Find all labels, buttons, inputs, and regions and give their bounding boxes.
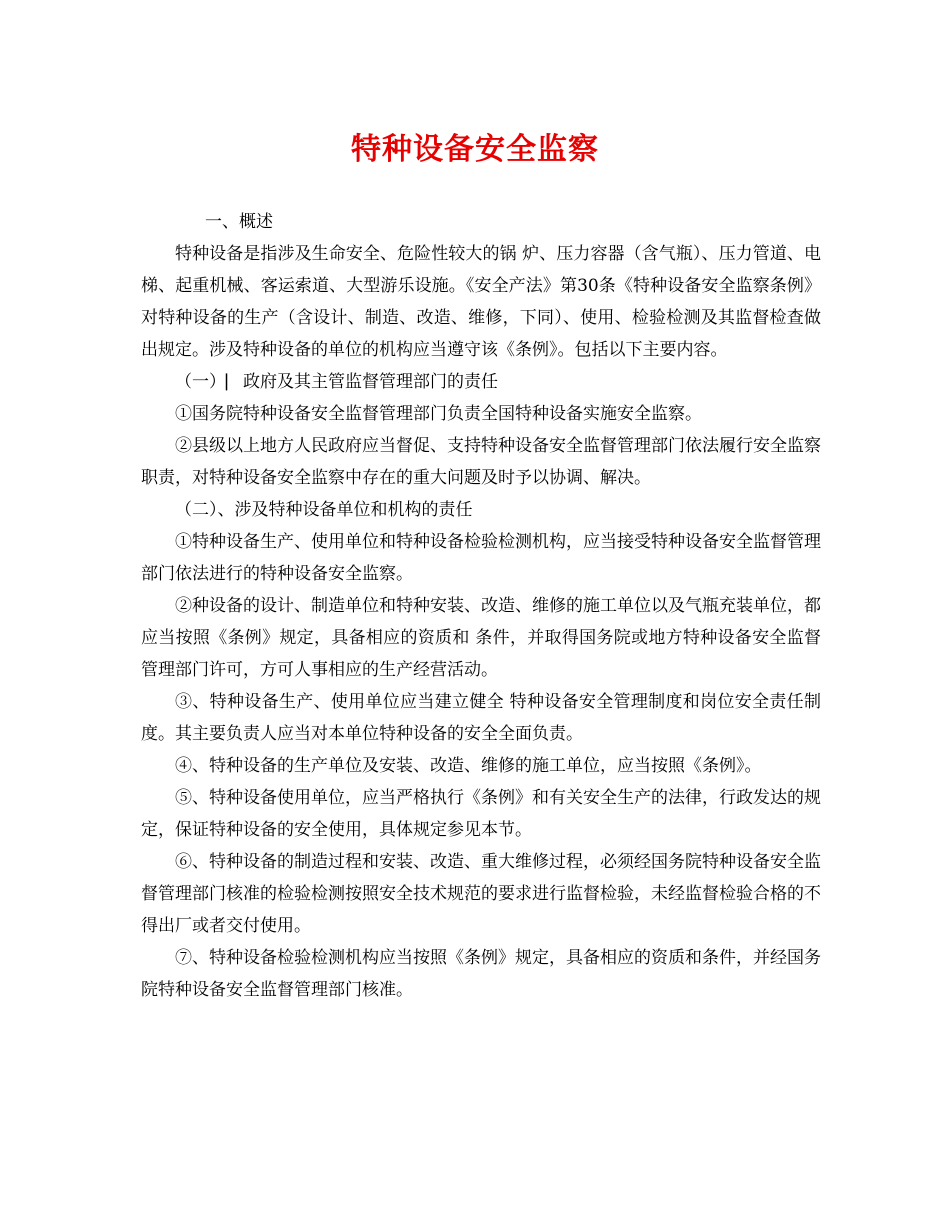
paragraph-item: ④、特种设备的生产单位及安装、改造、维修的施工单位，应当按照《条例》。 xyxy=(175,756,762,776)
document-body xyxy=(141,206,821,1006)
document-title: 特种设备安全监察 xyxy=(351,132,599,167)
paragraph-item: ⑤、特种设备使用单位，应当严格执行《条例》和有关安全生产的法律，行政发达的规定，保证特种设备的安全使用，具体规定参见本节。 xyxy=(141,788,821,840)
subsection-heading-government: （一）⎸政府及其主管监督管理部门的责任 xyxy=(175,372,498,392)
section-heading-overview: 一、概述 xyxy=(205,212,273,232)
paragraph-item: ③、特种设备生产、使用单位应当建立健全 特种设备安全管理制度和岗位安全责任制度。其主要负责人应当对本单位特种设备的安全全面负责。 xyxy=(141,692,821,744)
paragraph-definition: 特种设备是指涉及生命安全、危险性较大的锅 炉、压力容器（含气瓶）、压力管道、电梯、起重机械、客运索道、大型游乐设施。《安全产法》第30条《特种设备安全监察条例》对特种设备的生产（含设计、制造、改造、维修，下同）、使用、检验检测及其监督检查做出规定。涉及特种设备的单位的机构应当遵守该《条例》。包括以下主要内容。 xyxy=(141,244,821,360)
paragraph-item: ①特种设备生产、使用单位和特种设备检验检测机构，应当接受特种设备安全监督管理部门依法进行的特种设备安全监察。 xyxy=(141,532,821,584)
paragraph-item: ⑦、特种设备检验检测机构应当按照《条例》规定，具备相应的资质和条件，并经国务院特种设备安全监督管理部门核准。 xyxy=(141,948,821,1000)
subsection-heading-units: （二）、涉及特种设备单位和机构的责任 xyxy=(175,500,473,520)
paragraph-item: ⑥、特种设备的制造过程和安装、改造、重大维修过程，必须经国务院特种设备安全监督管理部门核准的检验检测按照安全技术规范的要求进行监督检验，未经监督检验合格的不得出厂或者交付使用。 xyxy=(141,852,821,936)
paragraph-item: ①国务院特种设备安全监督管理部门负责全国特种设备实施安全监察。 xyxy=(175,404,702,424)
paragraph-item: ②县级以上地方人民政府应当督促、支持特种设备安全监督管理部门依法履行安全监察职责，对特种设备安全监察中存在的重大问题及时予以协调、解决。 xyxy=(141,436,821,488)
paragraph-item: ②种设备的设计、制造单位和特种安装、改造、维修的施工单位以及气瓶充装单位，都应当按照《条例》规定，具备相应的资质和 条件，并取得国务院或地方特种设备安全监督管理部门许可，方可人事相应的生产经营活动。 xyxy=(141,596,821,680)
